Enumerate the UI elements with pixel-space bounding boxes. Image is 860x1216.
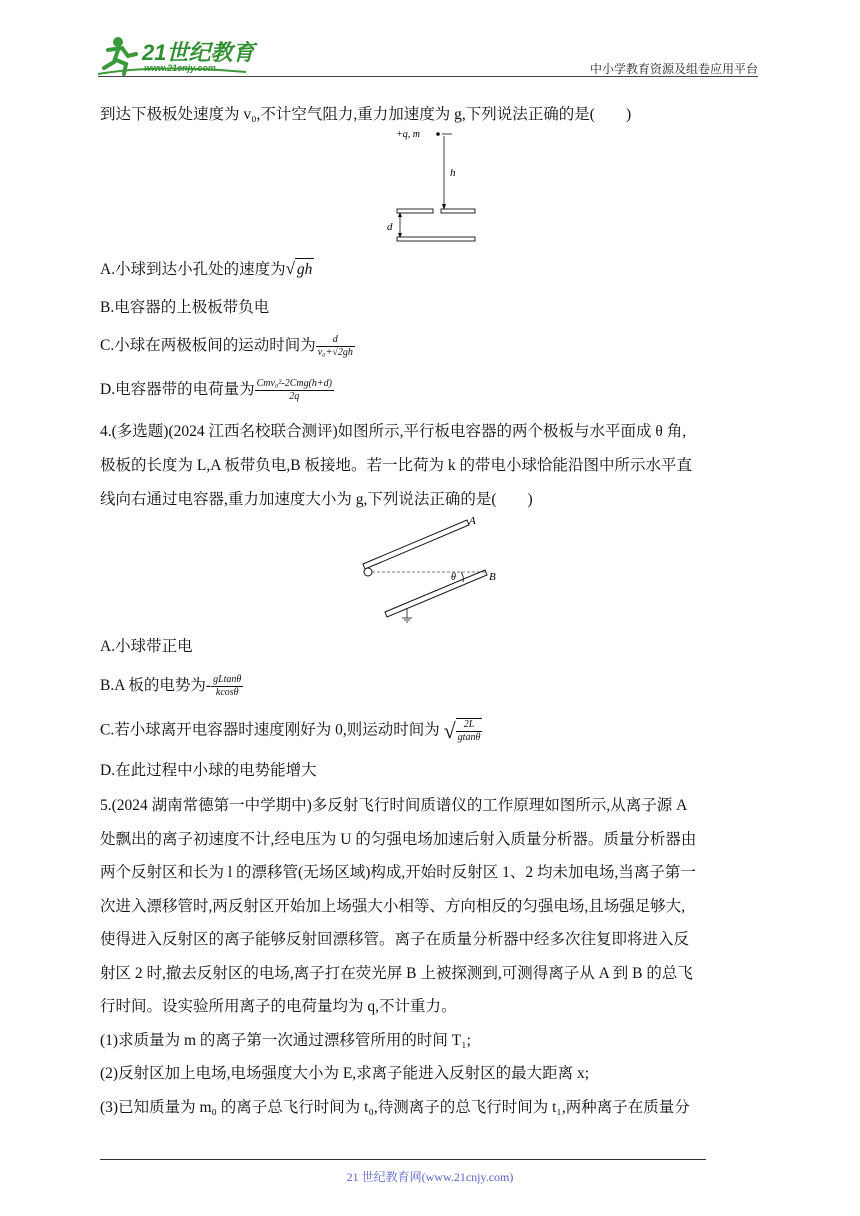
q3-upper-plate-left bbox=[397, 209, 433, 213]
q3-option-d: D.电容器带的电荷量为 $\frac{\text{Cmv₀²-2Cmg(h+d)}}{2q}$ bbox=[100, 378, 333, 402]
q5-line: 次进入漂移管时,两反射区开始加上场强大小相等、方向相反的匀强电场,且场强足够大, bbox=[100, 898, 686, 915]
q4-line-1: 4.(多选题)(2024 江西名校联合测评)如图所示,平行板电容器的两个极板与水平面成 θ 角, bbox=[100, 423, 687, 440]
q5-line: (3)已知质量为 m₀ 的离子总飞行时间为 t₀,待测离子的总飞行时间为 t₁,两种离子在质量分 bbox=[100, 1099, 690, 1116]
q3-d-label: d bbox=[387, 221, 393, 233]
q5-line: 射区 2 时,撤去反射区的电场,离子打在荧光屏 B 上被探测到,可测得离子从 A 到 B 的总飞 bbox=[100, 965, 693, 982]
platform-title: 中小学教育资源及组卷应用平台 bbox=[589, 62, 758, 76]
q5-line: 5.(2024 湖南常德第一中学期中)多反射飞行时间质谱仪的工作原理如图所示,从离子源 A bbox=[100, 797, 688, 814]
q3-capacitor-figure bbox=[380, 126, 490, 248]
q4-theta-label: θ bbox=[451, 572, 456, 583]
q4-ball bbox=[364, 568, 372, 576]
q5-line: 使得进入反射区的离子能够反射回漂移管。离子在质量分析器中经多次往复即将进入反 bbox=[100, 931, 690, 948]
q4-a-label: A bbox=[469, 515, 476, 527]
q3-upper-plate-right bbox=[441, 209, 475, 213]
q3-option-b: B.电容器的上极板带负电 bbox=[100, 299, 270, 316]
q4-plate-a bbox=[363, 520, 469, 569]
q5-line: (2)反射区加上电场,电场强度大小为 E,求离子能进入反射区的最大距离 x; bbox=[100, 1065, 590, 1082]
logo-text: 21世纪教育 bbox=[142, 40, 255, 65]
q3-option-c: C.小球在两极板间的运动时间为 $\frac{d}{\text{v₀+√2gh}}$ bbox=[100, 334, 353, 358]
q3-h-label: h bbox=[450, 167, 456, 179]
q4-option-b: B.A 板的电势为- $\frac{gLtan\theta}{kcos\theta}$ bbox=[100, 674, 242, 698]
q5-line: 两个反射区和长为 l 的漂移管(无场区域)构成,开始时反射区 1、2 均未加电场,当离子第一 bbox=[100, 864, 696, 881]
footer-link[interactable]: 21 世纪教育网(www.21cnjy.com) bbox=[346, 1170, 514, 1184]
footer-divider bbox=[100, 1159, 706, 1160]
q5-line: (1)求质量为 m 的离子第一次通过漂移管所用的时间 T₁; bbox=[100, 1032, 471, 1049]
q5-line: 处飘出的离子初速度不计,经电压为 U 的匀强电场加速后射入质量分析器。质量分析器由 bbox=[100, 831, 697, 848]
q3-lower-plate bbox=[397, 237, 475, 241]
q4-line-2: 极板的长度为 L,A 板带负电,B 板接地。若一比荷为 k 的带电小球恰能沿图中所示水平直 bbox=[100, 457, 693, 474]
q4-option-d: D.在此过程中小球的电势能增大 bbox=[100, 762, 317, 779]
q4-option-c: C.若小球离开电容器时速度刚好为 0,则运动时间为 √ $\frac{2L}{gtan\theta}$ bbox=[100, 718, 481, 743]
q3-charge-label: +q, m bbox=[396, 129, 420, 140]
q3-ball bbox=[436, 132, 440, 136]
q4-line-3: 线向右通过电容器,重力加速度大小为 g,下列说法正确的是( ) bbox=[100, 491, 533, 508]
logo-url: www.21cnjy.com bbox=[144, 63, 216, 73]
q5-line: 行时间。设实验所用离子的电荷量均为 q,不计重力。 bbox=[100, 998, 457, 1015]
q4-option-a: A.小球带正电 bbox=[100, 638, 193, 655]
q3-option-a: A.小球到达小孔处的速度为√ gh bbox=[100, 258, 314, 281]
header-logo bbox=[96, 34, 266, 76]
header-divider bbox=[98, 76, 758, 77]
q4-plate-b bbox=[385, 570, 487, 617]
q4-b-label: B bbox=[489, 571, 496, 583]
q3-stem-tail: 到达下极板处速度为 v₀,不计空气阻力,重力加速度为 g,下列说法正确的是( ) bbox=[100, 106, 632, 123]
q4-tilted-capacitor-figure bbox=[355, 512, 515, 630]
